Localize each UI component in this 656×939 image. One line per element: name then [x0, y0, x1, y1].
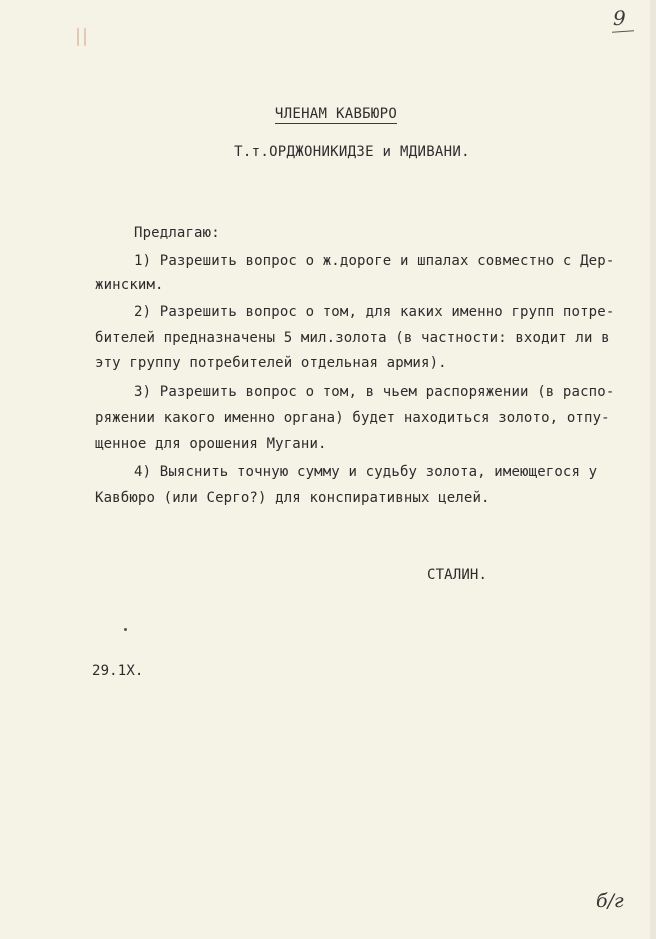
body-line: 2) Разрешить вопрос о том, для каких именно групп потре- [134, 304, 615, 320]
faint-pencil-mark [75, 28, 91, 48]
addressee-heading [8, 106, 656, 122]
page-number-underline [612, 30, 634, 33]
intro-line: Предлагаю: [134, 225, 220, 241]
body-line: эту группу потребителей отдельная армия). [95, 355, 447, 371]
page-edge [650, 0, 656, 939]
signature: СТАЛИН. [427, 567, 488, 583]
ink-dot [124, 628, 127, 631]
body-line: щенное для орошения Мугани. [95, 436, 327, 452]
body-line: 4) Выяснить точную сумму и судьбу золота, имеющегося у [134, 464, 598, 480]
body-line: бителей предназначены 5 мил.золота (в частности: входит ли в [95, 330, 610, 346]
body-line: ряжении какого именно органа) будет находиться золото, отпу- [95, 410, 610, 426]
recipients-heading: Т.т.ОРДЖОНИКИДЗЕ и МДИВАНИ. [234, 144, 470, 160]
body-line: 3) Разрешить вопрос о том, в чьем распоряжении (в распо- [134, 384, 615, 400]
date: 29.1Х. [92, 663, 144, 679]
handwritten-archive-mark: б/г [596, 890, 624, 912]
body-line: жинским. [95, 277, 164, 293]
page-number: 9 [613, 6, 626, 30]
addressee-text: ЧЛЕНАМ КАВБЮРО [274, 106, 398, 122]
body-line: 1) Разрешить вопрос о ж.дороге и шпалах совместно с Дер- [134, 253, 615, 269]
body-line: Кавбюро (или Серго?) для конспиративных целей. [95, 490, 490, 506]
